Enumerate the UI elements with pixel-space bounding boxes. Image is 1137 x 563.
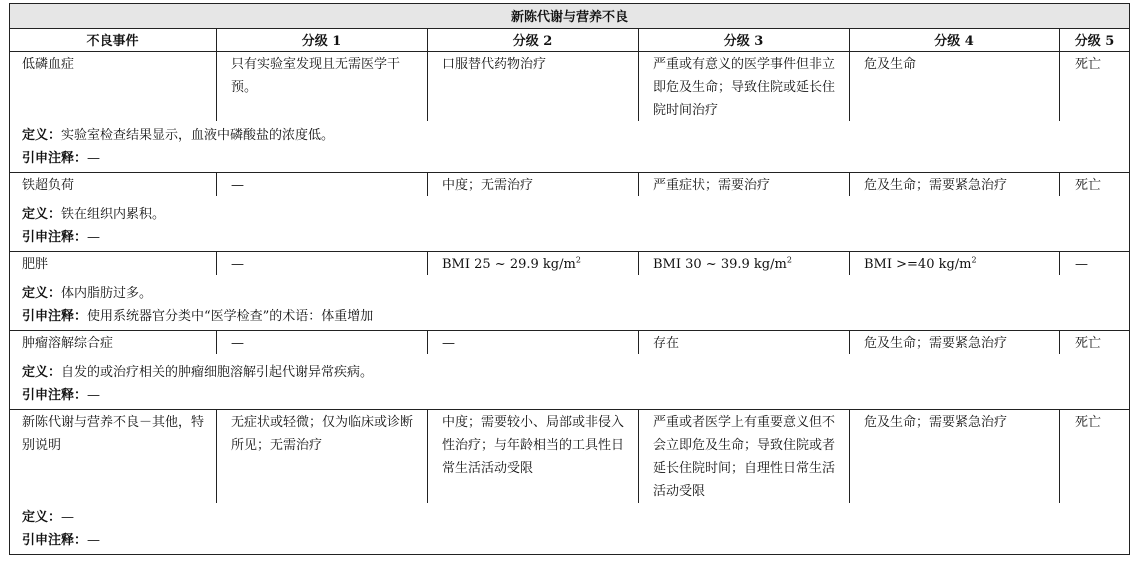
row-1-grade-2: 口服替代药物治疗 <box>442 57 547 72</box>
bmi-text: BMI 25 ~ 29.9 kg/m <box>442 257 576 272</box>
note-text: — <box>87 151 101 166</box>
superscript: 2 <box>786 255 792 265</box>
row-5-grade-3: 严重或者医学上有重要意义但不会立即危及生命；导致住院或者延长住院时间；自理性日常生活活动受限 <box>653 415 836 499</box>
definition-label: 定义： <box>22 510 62 525</box>
col-sep <box>1059 251 1060 275</box>
definition-text: 体内脂肪过多。 <box>61 286 153 301</box>
definition-text: 自发的或治疗相关的肿瘤细胞溶解引起代谢异常疾病。 <box>61 365 374 380</box>
row-3-grade-2 <box>442 253 630 276</box>
col-sep <box>1059 172 1060 196</box>
note-text: — <box>87 230 101 245</box>
row-4-event: 肿瘤溶解综合症 <box>22 336 114 351</box>
row-5-grade-4: 危及生命；需要紧急治疗 <box>864 415 1008 430</box>
col-sep <box>216 172 217 196</box>
definition-label: 定义： <box>22 286 62 301</box>
col-sep <box>638 28 639 51</box>
row-4-grade-4: 危及生命；需要紧急治疗 <box>864 336 1008 351</box>
col-sep <box>427 251 428 275</box>
col-sep <box>638 251 639 275</box>
superscript: 2 <box>575 255 581 265</box>
col-sep <box>216 51 217 121</box>
row-1-event: 低磷血症 <box>22 57 75 72</box>
col-sep <box>1059 330 1060 354</box>
col-sep <box>427 51 428 121</box>
col-sep <box>1059 28 1060 51</box>
row-5-event: 新陈代谢与营养不良－其他，特别说明 <box>22 415 205 453</box>
note-label: 引申注释： <box>22 151 88 166</box>
col-sep <box>638 51 639 121</box>
row-5-grade-2: 中度；需要较小、局部或非侵入性治疗；与年龄相当的工具性日常生活活动受限 <box>442 415 625 476</box>
rule-row-3-bottom <box>9 330 1130 331</box>
bmi-text: BMI >=40 kg/m <box>864 257 972 272</box>
row-1-definition <box>22 124 334 147</box>
rule-top <box>9 3 1130 4</box>
header-grade-2: 分级 2 <box>512 34 553 49</box>
row-3-event: 肥胖 <box>22 257 49 272</box>
row-2-event: 铁超负荷 <box>22 178 75 193</box>
definition-label: 定义： <box>22 128 62 143</box>
col-sep <box>216 28 217 51</box>
note-text: 使用系统器官分类中“医学检查”的术语：体重增加 <box>87 309 374 324</box>
table-title: 新陈代谢与营养不良 <box>9 3 1130 28</box>
col-sep <box>849 251 850 275</box>
header-grade-1: 分级 1 <box>301 34 342 49</box>
definition-label: 定义： <box>22 365 62 380</box>
bmi-text: BMI 30 ~ 39.9 kg/m <box>653 257 787 272</box>
row-4-definition <box>22 361 373 384</box>
row-4-grade-5: 死亡 <box>1075 336 1102 351</box>
col-sep <box>216 409 217 503</box>
row-4-grade-3: 存在 <box>653 336 680 351</box>
row-5-note <box>22 529 100 552</box>
col-sep <box>427 28 428 51</box>
row-2-grade-5: 死亡 <box>1075 178 1102 193</box>
note-text: — <box>87 533 101 548</box>
row-2-definition <box>22 203 165 226</box>
row-4-grade-2: — <box>442 336 455 351</box>
row-3-grade-1: — <box>231 257 244 272</box>
row-2-grade-4: 危及生命；需要紧急治疗 <box>864 178 1008 193</box>
definition-label: 定义： <box>22 207 62 222</box>
row-1-note <box>22 147 100 170</box>
note-label: 引申注释： <box>22 230 88 245</box>
header-grade-4: 分级 4 <box>934 34 974 49</box>
row-1-grade-1: 只有实验室发现且无需医学干预。 <box>231 57 401 95</box>
row-1-grade-5: 死亡 <box>1075 57 1102 72</box>
col-sep <box>638 330 639 354</box>
col-sep <box>1059 409 1060 503</box>
row-2-note <box>22 226 100 249</box>
row-3-definition <box>22 282 152 305</box>
note-label: 引申注释： <box>22 388 88 403</box>
col-sep <box>849 330 850 354</box>
row-2-grade-3: 严重症状；需要治疗 <box>653 178 771 193</box>
header-grade-5: 分级 5 <box>1074 34 1115 49</box>
superscript: 2 <box>971 255 977 265</box>
header-grade-3: 分级 3 <box>723 34 764 49</box>
row-5-grade-1: 无症状或轻微；仅为临床或诊断所见；无需治疗 <box>231 415 414 453</box>
row-3-grade-4 <box>864 253 1052 276</box>
definition-text: 铁在组织内累积。 <box>61 207 166 222</box>
rule-row-4-bottom <box>9 409 1130 410</box>
rule-title-bottom <box>9 28 1130 29</box>
row-4-note <box>22 384 100 407</box>
rule-row-2-bottom <box>9 251 1130 252</box>
col-sep <box>849 409 850 503</box>
col-sep <box>216 251 217 275</box>
col-sep <box>427 172 428 196</box>
col-sep <box>638 409 639 503</box>
row-4-grade-1: — <box>231 336 244 351</box>
note-label: 引申注释： <box>22 309 88 324</box>
note-text: — <box>87 388 101 403</box>
col-sep <box>427 330 428 354</box>
col-sep <box>849 172 850 196</box>
col-sep <box>638 172 639 196</box>
col-sep <box>849 51 850 121</box>
col-sep <box>849 28 850 51</box>
row-3-grade-5: — <box>1075 257 1088 272</box>
row-1-grade-4: 危及生命 <box>864 57 917 72</box>
col-sep <box>216 330 217 354</box>
col-sep <box>427 409 428 503</box>
col-sep <box>1059 51 1060 121</box>
row-5-grade-5: 死亡 <box>1075 415 1102 430</box>
row-2-grade-2: 中度；无需治疗 <box>442 178 534 193</box>
border-right <box>1129 3 1130 554</box>
rule-bottom <box>9 554 1130 555</box>
note-label: 引申注释： <box>22 533 88 548</box>
row-5-definition <box>22 506 74 529</box>
row-1-grade-3: 严重或有意义的医学事件但非立即危及生命；导致住院或延长住院时间治疗 <box>653 57 836 118</box>
definition-text: — <box>61 510 75 525</box>
row-3-note <box>22 305 373 328</box>
row-2-grade-1: — <box>231 178 244 193</box>
row-3-grade-3 <box>653 253 841 276</box>
rule-header-bottom <box>9 51 1130 52</box>
adverse-events-table <box>9 3 1130 555</box>
definition-text: 实验室检查结果显示，血液中磷酸盐的浓度低。 <box>61 128 335 143</box>
border-left <box>9 3 10 554</box>
rule-row-1-bottom <box>9 172 1130 173</box>
header-adverse-event: 不良事件 <box>86 34 139 49</box>
